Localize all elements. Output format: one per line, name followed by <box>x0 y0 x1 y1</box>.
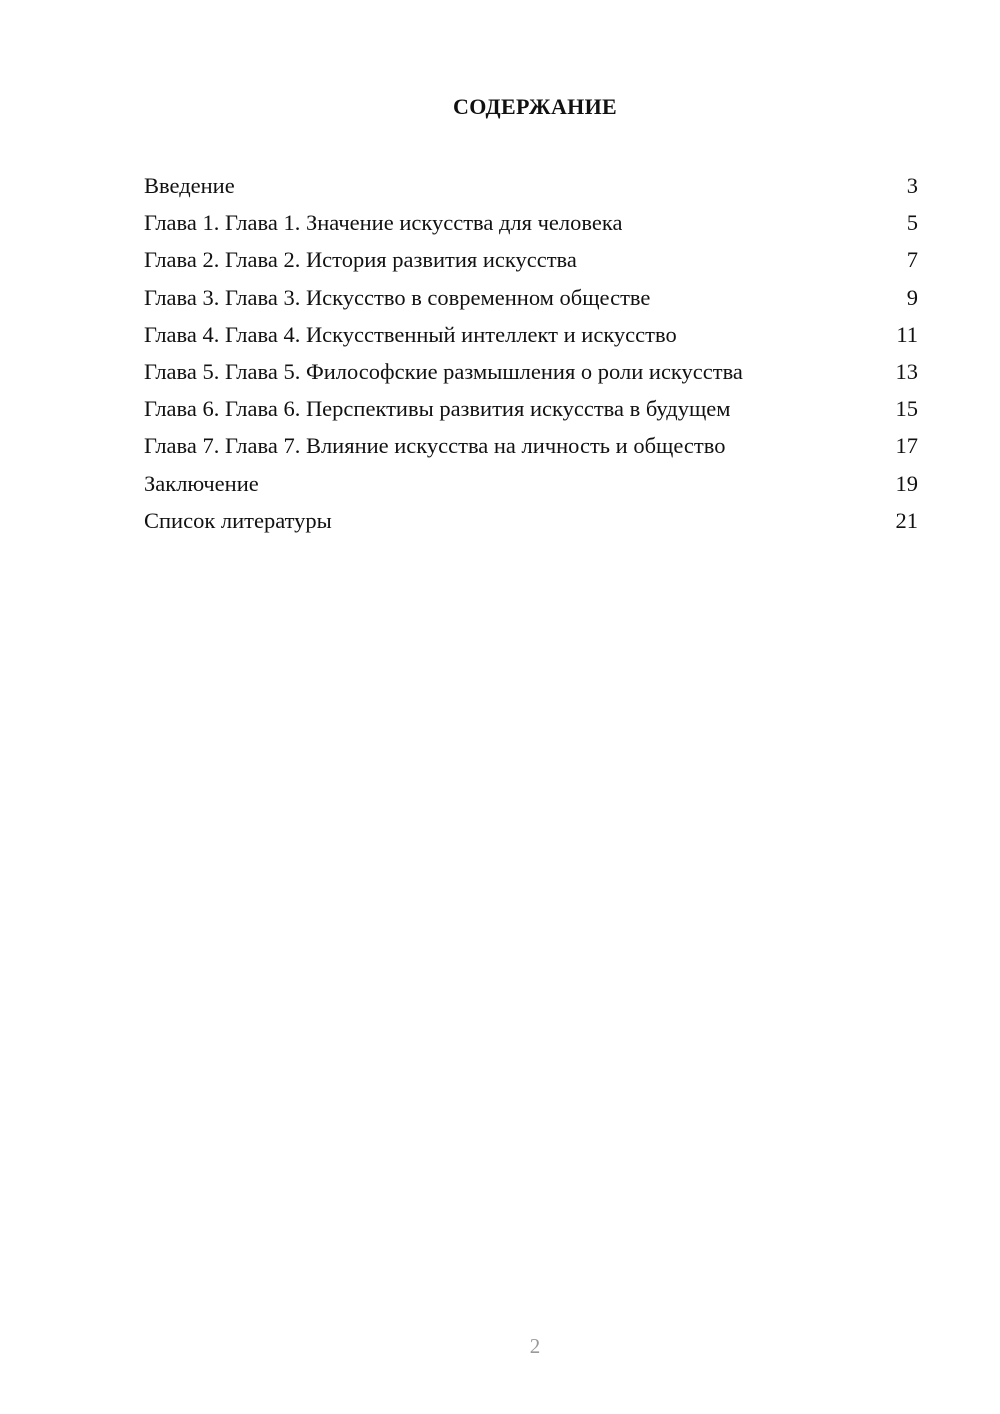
toc-entry-page-number: 15 <box>895 396 918 422</box>
toc-entry-title: Список литературы <box>144 507 332 533</box>
table-of-contents <box>144 167 918 539</box>
toc-entry-page-number: 19 <box>895 470 918 496</box>
toc-entry-page-number: 17 <box>895 433 918 459</box>
toc-entry-title: Глава 5. Глава 5. Философские размышления о роли искусства <box>144 358 743 384</box>
toc-entry-page-number: 3 <box>906 173 918 198</box>
toc-entry-title: Глава 1. Глава 1. Значение искусства для человека <box>144 210 623 236</box>
toc-entry <box>144 316 918 353</box>
toc-entry-title: Глава 2. Глава 2. История развития искусства <box>144 247 577 273</box>
toc-entry-page-number: 21 <box>895 507 918 533</box>
toc-entry-title: Глава 3. Глава 3. Искусство в современном обществе <box>144 284 651 310</box>
page-title: СОДЕРЖАНИЕ <box>453 94 617 119</box>
toc-entry-title: Заключение <box>144 470 259 496</box>
toc-entry-page-number: 7 <box>906 247 918 273</box>
toc-entry <box>144 390 918 427</box>
toc-entry <box>144 427 918 464</box>
toc-entry-page-number: 11 <box>896 321 918 347</box>
toc-entry-title: Глава 7. Глава 7. Влияние искусства на личность и общество <box>144 433 726 459</box>
toc-entry-page-number: 5 <box>906 210 918 236</box>
toc-entry-title: Глава 4. Глава 4. Искусственный интеллект и искусство <box>144 321 677 347</box>
toc-entry <box>144 353 918 390</box>
toc-entry <box>144 167 918 204</box>
toc-entry-title: Глава 6. Глава 6. Перспективы развития искусства в будущем <box>144 396 731 422</box>
toc-entry <box>144 465 918 502</box>
toc-entry-page-number: 9 <box>906 284 918 310</box>
toc-entry <box>144 279 918 316</box>
page-number: 2 <box>529 1334 541 1358</box>
toc-entry <box>144 241 918 278</box>
toc-entry-page-number: 13 <box>895 358 918 384</box>
toc-entry-title: Введение <box>144 173 235 198</box>
toc-entry <box>144 502 918 539</box>
toc-entry <box>144 204 918 241</box>
